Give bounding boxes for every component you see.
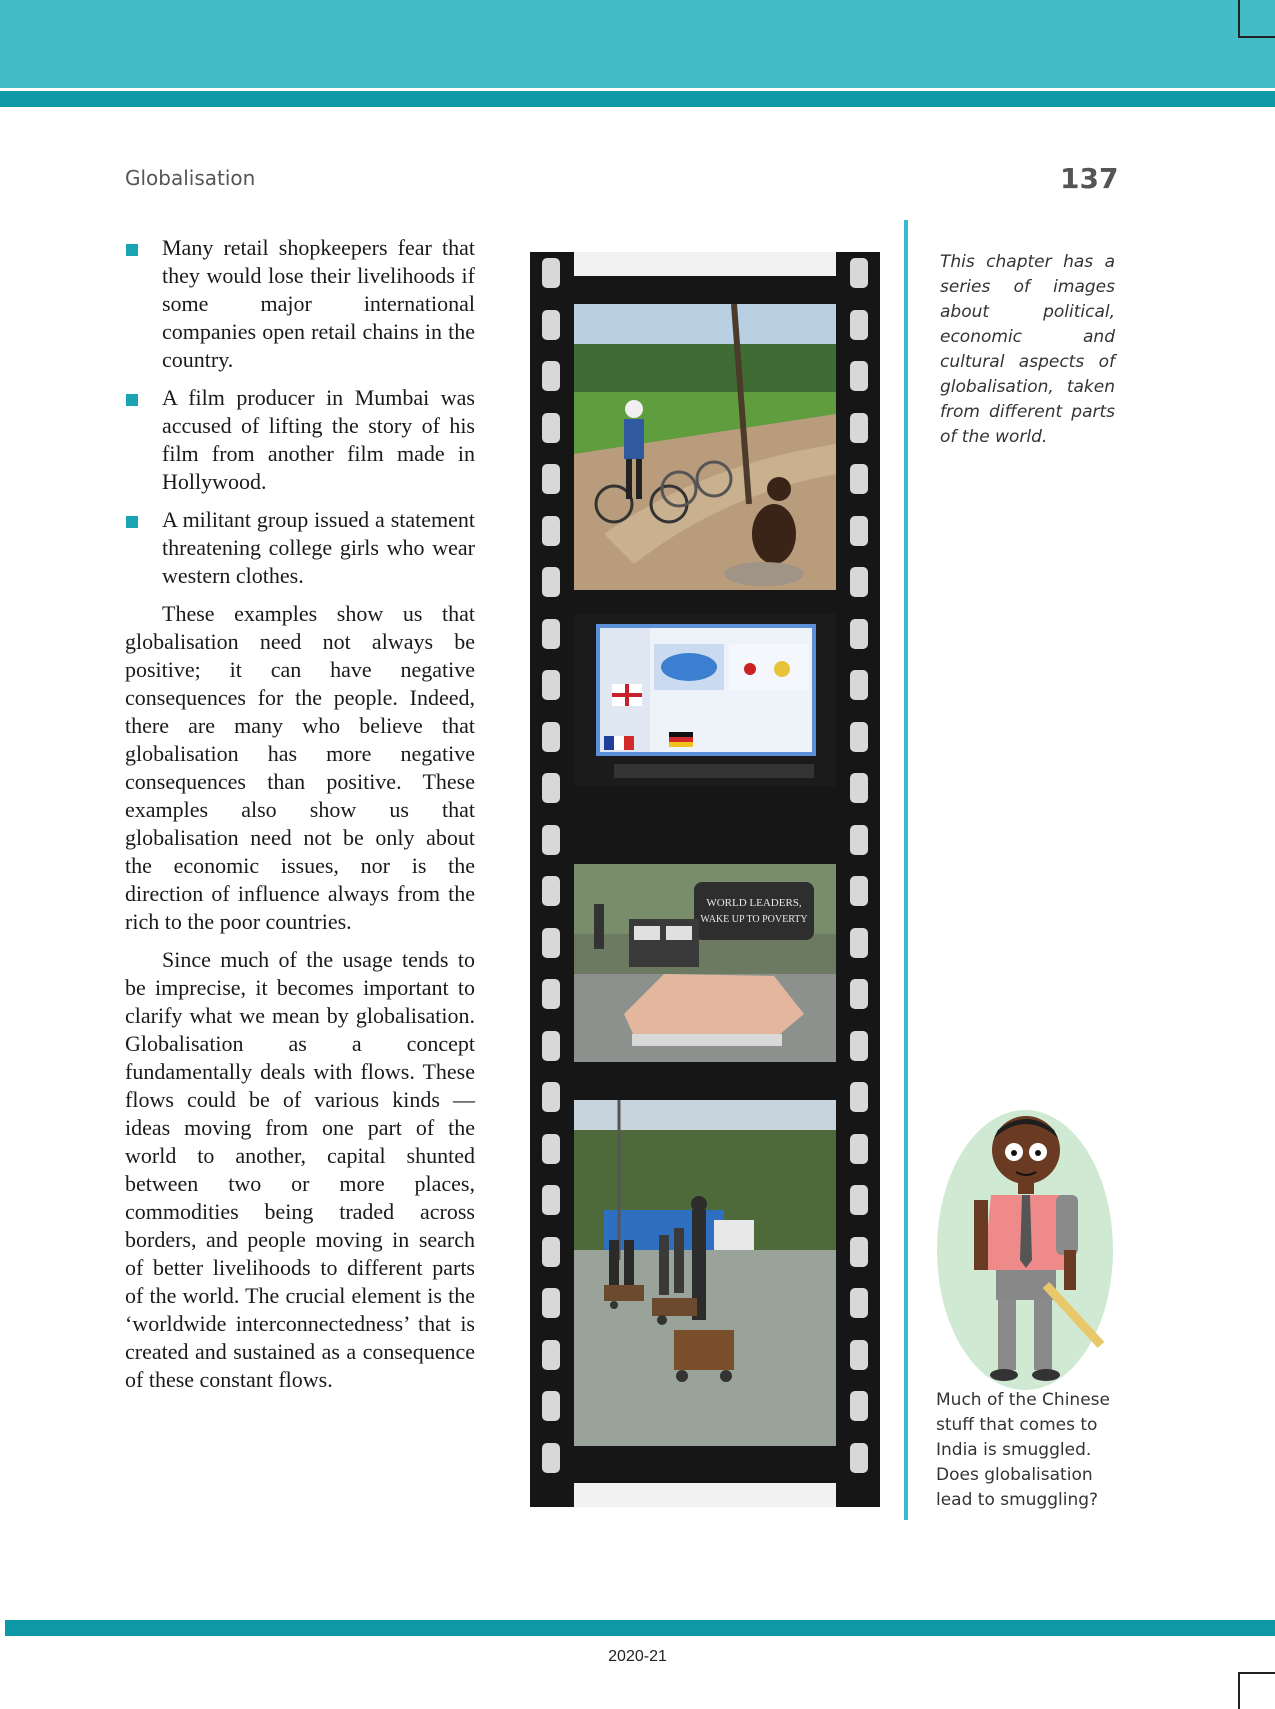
bullet-text: Many retail shopkeepers fear that they would lose their livelihoods if some major international companies open retail chains in the country. [162, 235, 475, 372]
film-strip [530, 252, 880, 1507]
photo-skeleton-figures [574, 1100, 836, 1446]
side-note: This chapter has a series of images about political, economic and cultural aspects of globalisation, taken from different parts of the world. [940, 252, 1115, 447]
page-number: 137 [1060, 162, 1119, 195]
crop-mark-top [1238, 0, 1275, 38]
cartoon-boy-illustration [936, 1100, 1114, 1390]
square-bullet-icon [126, 394, 138, 406]
running-title: Globalisation [125, 166, 256, 190]
square-bullet-icon [126, 244, 138, 256]
bullet-item [125, 506, 475, 590]
sign-text-line2: WAKE UP TO POVERTY [700, 914, 808, 925]
bullet-item [125, 384, 475, 496]
film-gap-bottom [574, 1483, 836, 1507]
main-text-column [125, 234, 475, 1404]
crop-mark-bottom [1238, 1672, 1275, 1709]
footer-rule [5, 1620, 1275, 1636]
top-header-band [0, 0, 1275, 88]
bullet-text: A film producer in Mumbai was accused of lifting the story of his film from another film made in Hollywood. [162, 385, 475, 494]
photo-computer-screen [574, 614, 836, 786]
photo-cyclist-landscape [574, 304, 836, 590]
bullet-text: A militant group issued a statement threatening college girls who wear western clothes. [162, 507, 475, 588]
film-holes-right [848, 258, 870, 1494]
body-paragraph: Since much of the usage tends to be imprecise, it becomes important to clarify what we mean by globalisation. Globalisation as a concept fundamentally deals with flows. These flows could be of various kinds — ideas moving from one part of the world to another, capital shunted between two or more places, commodities being traded across borders, and people moving in search of better livelihoods to different parts of the world. The crucial element is the ‘worldwide interconnectedness’ that is created and sustained as a consequence of these constant flows. [125, 947, 475, 1392]
photo-poverty-sign [574, 864, 836, 1062]
footer-year: 2020-21 [608, 1648, 667, 1665]
body-paragraph: These examples show us that globalisation need not always be positive; it can have negative consequences for the people. Indeed, there are many who believe that globalisation has more negative consequences than positive. These examples also show us that globalisation need not be only about the economic issues, nor is the direction of influence always from the rich to the poor countries. [125, 601, 475, 934]
bullet-item [125, 234, 475, 374]
film-holes-left [540, 258, 562, 1494]
cartoon-caption: Much of the Chinese stuff that comes to India is smuggled. Does globalisation lead to smuggling? [936, 1390, 1110, 1510]
film-gap-top [574, 252, 836, 276]
top-header-rule [0, 91, 1275, 107]
sign-text-line1: WORLD LEADERS, [706, 897, 802, 909]
side-rule [904, 220, 908, 1520]
square-bullet-icon [126, 516, 138, 528]
